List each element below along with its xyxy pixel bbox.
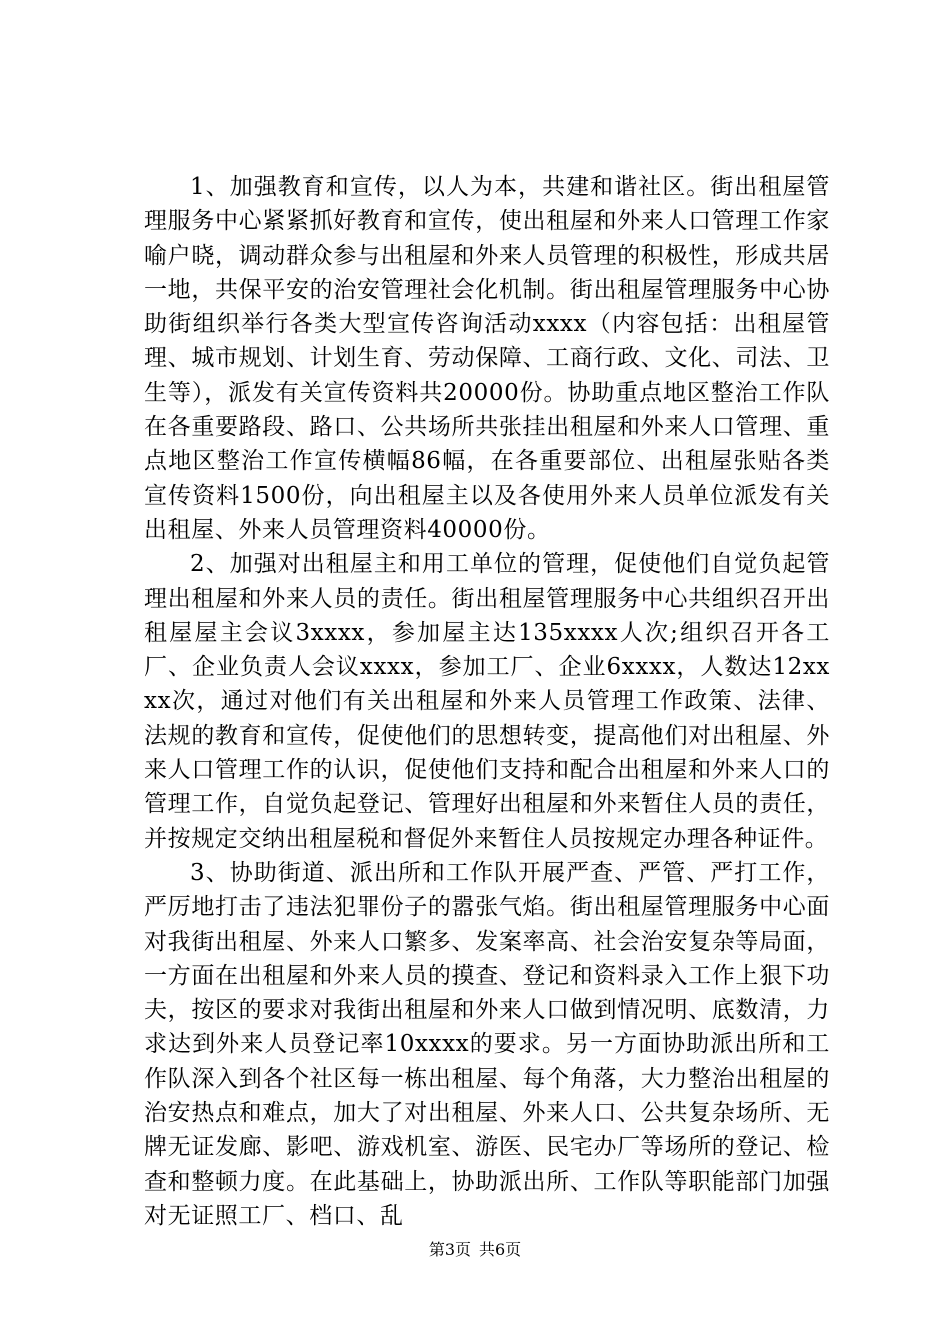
- paragraph-1: 1、加强教育和宣传，以人为本，共建和谐社区。街出租屋管理服务中心紧紧抓好教育和宣传，使出租屋和外来人口管理工作家喻户晓，调动群众参与出租屋和外来人员管理的积极性，形成共居一地，共保平安的治安管理社会化机制。街出租屋管理服务中心协助街组织举行各类大型宣传咨询活动xxxx（内容包括：出租屋管理、城市规划、计划生育、劳动保障、工商行政、文化、司法、卫生等），派发有关宣传资料共20000份。协助重点地区整治工作队在各重要路段、路口、公共场所共张挂出租屋和外来人口管理、重点地区整治工作宣传横幅86幅，在各重要部位、出租屋张贴各类宣传资料1500份，向出租屋主以及各使用外来人员单位派发有关出租屋、外来人员管理资料40000份。: [144, 174, 830, 543]
- page-number: 第3页: [428, 1240, 471, 1259]
- document-body: [144, 170, 830, 1233]
- paragraph-2: 2、加强对出租屋主和用工单位的管理，促使他们自觉负起管理出租屋和外来人员的责任。街出租屋管理服务中心共组织召开出租屋屋主会议3xxxx，参加屋主达135xxxx人次;组织召开各工厂、企业负责人会议xxxx，参加工厂、企业6xxxx，人数达12xxxx次，通过对他们有关出租屋和外来人员管理工作政策、法律、法规的教育和宣传，促使他们的思想转变，提高他们对出租屋、外来人口管理工作的认识，促使他们支持和配合出租屋和外来人口的管理工作，自觉负起登记、管理好出租屋和外来暂住人员的责任，并按规定交纳出租屋税和督促外来暂住人员按规定办理各种证件。: [144, 551, 830, 852]
- paragraph-3: 3、协助街道、派出所和工作队开展严查、严管、严打工作，严厉地打击了违法犯罪份子的嚣张气焰。街出租屋管理服务中心面对我街出租屋、外来人口繁多、发案率高、社会治安复杂等局面，一方面在出租屋和外来人员的摸查、登记和资料录入工作上狠下功夫，按区的要求对我街出租屋和外来人口做到情况明、底数清，力求达到外来人员登记率10xxxx的要求。另一方面协助派出所和工作队深入到各个社区每一栋出租屋、每个角落，大力整治出租屋的治安热点和难点，加大了对出租屋、外来人口、公共复杂场所、无牌无证发廊、影吧、游戏机室、游医、民宅办厂等场所的登记、检查和整顿力度。在此基础上，协助派出所、工作队等职能部门加强对无证照工厂、档口、乱: [144, 859, 830, 1229]
- page-total: 共6页: [479, 1240, 522, 1259]
- page-footer: [0, 1240, 950, 1260]
